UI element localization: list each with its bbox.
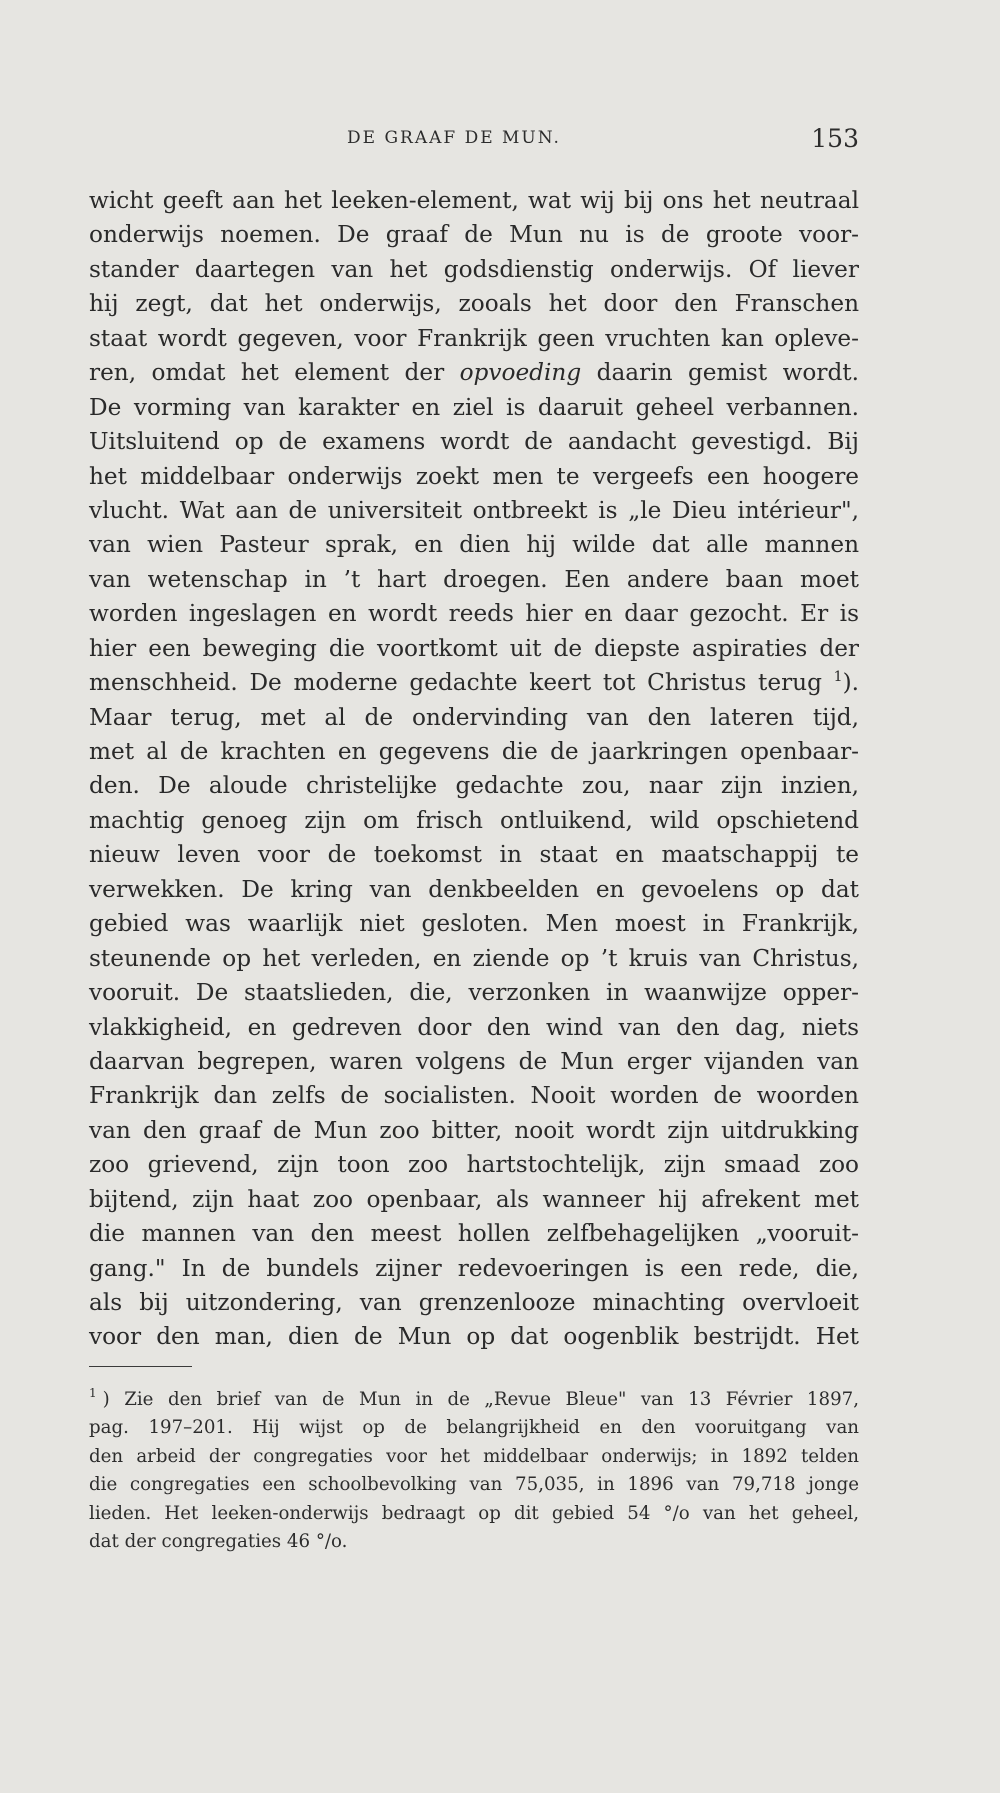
text-line: wicht geeft aan het leeken-element, wat wij bij ons het neutraal <box>89 187 859 214</box>
text-line: onderwijs noemen. De graaf de Mun nu is de groote voor- <box>89 221 859 249</box>
text-line: bijtend, zijn haat zoo openbaar, als wanneer hij afrekent met <box>89 1185 859 1213</box>
text-line: het middelbaar onderwijs zoekt men te vergeefs een hoogere <box>89 462 859 490</box>
footnote-text: ) Zie den brief van de Mun in de „Revue Bleue" van 13 Février 1897, <box>102 1389 859 1410</box>
text-line: gang." In de bundels zijner redevoeringen is een rede, die, <box>89 1254 859 1282</box>
text-line: daarvan begrepen, waren volgens de Mun erger vijanden van <box>89 1047 859 1075</box>
footnote-line: den arbeid der congregaties voor het middelbaar onderwijs; in 1892 telden <box>89 1445 859 1467</box>
page-header <box>89 124 859 158</box>
footnote-divider <box>89 1366 192 1367</box>
footnotes <box>89 1386 859 1556</box>
footnote-line: dat der congregaties 46 °/o. <box>89 1530 348 1552</box>
text-line: steunende op het verleden, en ziende op ’t kruis van Christus, <box>89 944 859 972</box>
text-line: als bij uitzondering, van grenzenlooze minachting overvloeit <box>89 1289 859 1316</box>
text-line: verwekken. De kring van denkbeelden en gevoelens op dat <box>89 875 859 903</box>
text-line: den. De aloude christelijke gedachte zou, naar zijn inzien, <box>89 772 859 800</box>
text-line: hij zegt, dat het onderwijs, zooals het door den Franschen <box>89 290 859 318</box>
text-line: met al de krachten en gegevens die de jaarkringen openbaar- <box>89 738 859 765</box>
text-line: staat wordt gegeven, voor Frankrijk geen vruchten kan opleve- <box>89 324 859 352</box>
text-line: gebied was waarlijk niet gesloten. Men moest in Frankrijk, <box>89 910 859 938</box>
text-line: Maar terug, met al de ondervinding van den lateren tijd, <box>89 703 859 731</box>
text-line: De vorming van karakter en ziel is daaruit geheel verbannen. <box>89 393 859 421</box>
text-segment: ren, omdat het element der <box>89 359 445 387</box>
text-line: voor den man, dien de Mun op dat oogenblik bestrijdt. Het <box>89 1323 859 1351</box>
footnote-marker: 1 <box>89 1386 97 1400</box>
text-line: van wetenschap in ’t hart droegen. Een andere baan moet <box>89 565 859 593</box>
page-number: 153 <box>811 124 859 153</box>
running-head: DE GRAAF DE MUN. <box>347 128 561 148</box>
footnote-line: lieden. Het leeken-onderwijs bedraagt op dit gebied 54 °/o van het geheel, <box>89 1502 859 1524</box>
text-line: vlakkigheid, en gedreven door den wind van den dag, niets <box>89 1013 859 1041</box>
text-line: Frankrijk dan zelfs de socialisten. Nooit worden de woorden <box>89 1082 859 1110</box>
text-line: die mannen van den meest hollen zelfbehagelijken „vooruit- <box>89 1220 859 1248</box>
text-segment: daarin gemist wordt. <box>596 359 859 387</box>
text-line <box>89 666 859 700</box>
text-line: van den graaf de Mun zoo bitter, nooit wordt zijn uitdrukking <box>89 1116 859 1144</box>
body-text <box>89 184 859 1355</box>
text-line: machtig genoeg zijn om frisch ontluikend, wild opschietend <box>89 806 859 834</box>
text-line: van wien Pasteur sprak, en dien hij wilde dat alle mannen <box>89 531 859 559</box>
text-line <box>89 356 859 390</box>
text-line: stander daartegen van het godsdienstig onderwijs. Of liever <box>89 255 859 283</box>
footnote-line <box>89 1386 859 1414</box>
text-line: hier een beweging die voortkomt uit de diepste aspiraties der <box>89 634 859 662</box>
text-segment: menschheid. De moderne gedachte keert tot Christus terug <box>89 669 822 697</box>
footnote-line: pag. 197–201. Hij wijst op de belangrijkheid en den vooruitgang van <box>89 1417 859 1439</box>
footnote-reference: 1 <box>833 669 843 686</box>
text-line: vlucht. Wat aan de universiteit ontbreekt is „le Dieu intérieur", <box>89 496 859 524</box>
text-line: vooruit. De staatslieden, die, verzonken in waanwijze opper- <box>89 979 859 1007</box>
footnote-line: die congregaties een schoolbevolking van 75,035, in 1896 van 79,718 jonge <box>89 1474 859 1496</box>
text-line: zoo grievend, zijn toon zoo hartstochtelijk, zijn smaad zoo <box>89 1151 859 1179</box>
text-line: worden ingeslagen en wordt reeds hier en daar gezocht. Er is <box>89 600 859 628</box>
text-segment: ). <box>842 669 859 697</box>
emphasis-word: opvoeding <box>459 359 582 387</box>
text-line: Uitsluitend op de examens wordt de aandacht gevestigd. Bij <box>89 428 859 456</box>
text-line: nieuw leven voor de toekomst in staat en maatschappij te <box>89 841 859 869</box>
